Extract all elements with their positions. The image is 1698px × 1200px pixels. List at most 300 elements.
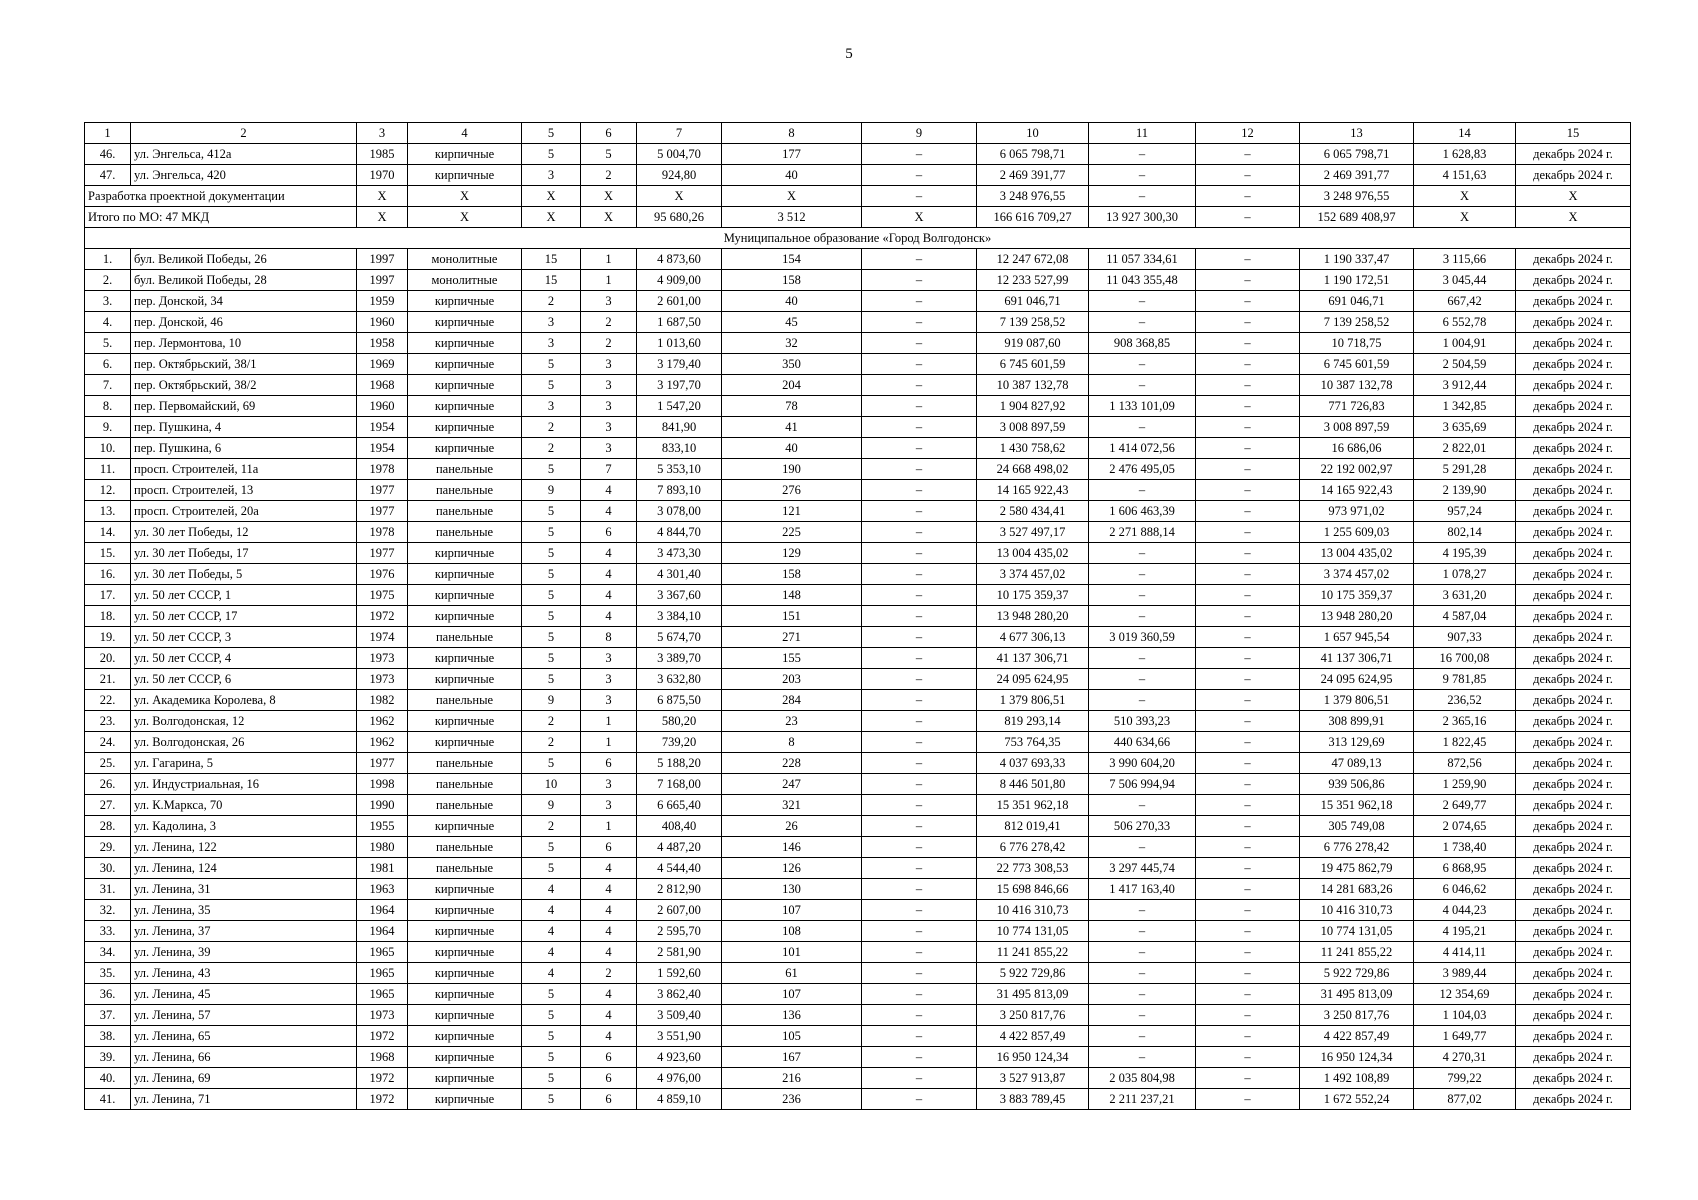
table-cell: 4 422 857,49 <box>977 1026 1089 1047</box>
table-cell: кирпичные <box>408 1068 522 1089</box>
table-cell: 13 927 300,30 <box>1089 207 1196 228</box>
address-cell: ул. Ленина, 124 <box>131 858 357 879</box>
table-row <box>85 1026 1631 1047</box>
table-cell: 17. <box>85 585 131 606</box>
table-cell: 4 <box>581 879 637 900</box>
table-cell: 2 074,65 <box>1414 816 1516 837</box>
table-cell: 4 195,21 <box>1414 921 1516 942</box>
table-cell: – <box>1196 900 1300 921</box>
table-cell: 6 745 601,59 <box>1300 354 1414 375</box>
table-cell: 2 607,00 <box>637 900 722 921</box>
table-cell: – <box>862 837 977 858</box>
table-cell: – <box>862 585 977 606</box>
summary-label: Итого по МО: 47 МКД <box>85 207 357 228</box>
table-cell: 3 008 897,59 <box>1300 417 1414 438</box>
table-cell: 1978 <box>357 522 408 543</box>
table-cell: – <box>1089 984 1196 1005</box>
table-cell: X <box>357 186 408 207</box>
table-cell: – <box>1196 522 1300 543</box>
table-cell: – <box>1196 354 1300 375</box>
table-cell: панельные <box>408 627 522 648</box>
table-cell: 11. <box>85 459 131 480</box>
table-cell: 2 <box>522 438 581 459</box>
column-number-row <box>85 123 1631 144</box>
table-cell: декабрь 2024 г. <box>1516 417 1631 438</box>
table-cell: – <box>862 648 977 669</box>
table-cell: 4 <box>522 921 581 942</box>
table-cell: 2 <box>581 165 637 186</box>
table-cell: 10 774 131,05 <box>1300 921 1414 942</box>
table-cell: 6 <box>581 522 637 543</box>
table-cell: 3 367,60 <box>637 585 722 606</box>
summary-row <box>85 207 1631 228</box>
table-cell: – <box>862 186 977 207</box>
table-cell: панельные <box>408 459 522 480</box>
table-cell: 3 <box>522 333 581 354</box>
table-cell: 2 365,16 <box>1414 711 1516 732</box>
table-row <box>85 543 1631 564</box>
table-cell: 3 008 897,59 <box>977 417 1089 438</box>
table-cell: 4 873,60 <box>637 249 722 270</box>
table-cell: 4 037 693,33 <box>977 753 1089 774</box>
table-cell: 14. <box>85 522 131 543</box>
table-cell: – <box>862 522 977 543</box>
table-cell: – <box>862 711 977 732</box>
table-cell: – <box>862 774 977 795</box>
table-cell: – <box>1196 711 1300 732</box>
table-cell: 4 <box>581 543 637 564</box>
table-cell: 5 <box>522 459 581 480</box>
table-cell: кирпичные <box>408 606 522 627</box>
table-cell: 5 <box>581 144 637 165</box>
column-number: 10 <box>977 123 1089 144</box>
table-cell: 4 <box>581 1005 637 1026</box>
table-cell: 1968 <box>357 1047 408 1068</box>
table-cell: X <box>1516 186 1631 207</box>
table-cell: 16 686,06 <box>1300 438 1414 459</box>
table-cell: панельные <box>408 480 522 501</box>
table-cell: 19 475 862,79 <box>1300 858 1414 879</box>
table-cell: – <box>862 270 977 291</box>
table-cell: декабрь 2024 г. <box>1516 459 1631 480</box>
table-row <box>85 858 1631 879</box>
table-cell: – <box>1196 837 1300 858</box>
table-cell: 12. <box>85 480 131 501</box>
table-row <box>85 837 1631 858</box>
table-cell: 204 <box>722 375 862 396</box>
table-cell: 13 004 435,02 <box>977 543 1089 564</box>
table-cell: 3 248 976,55 <box>977 186 1089 207</box>
table-cell: 877,02 <box>1414 1089 1516 1110</box>
table-cell: 8 446 501,80 <box>977 774 1089 795</box>
table-cell: – <box>862 921 977 942</box>
table-cell: X <box>408 186 522 207</box>
table-cell: 3 179,40 <box>637 354 722 375</box>
table-cell: X <box>522 186 581 207</box>
table-cell: 3 374 457,02 <box>977 564 1089 585</box>
table-cell: – <box>1196 291 1300 312</box>
table-cell: 1974 <box>357 627 408 648</box>
table-cell: 2 476 495,05 <box>1089 459 1196 480</box>
table-cell: 4 <box>522 963 581 984</box>
table-cell: кирпичные <box>408 648 522 669</box>
table-cell: 14 281 683,26 <box>1300 879 1414 900</box>
table-cell: 1985 <box>357 144 408 165</box>
table-cell: – <box>1089 1026 1196 1047</box>
table-cell: 1954 <box>357 438 408 459</box>
table-cell: 3. <box>85 291 131 312</box>
table-cell: 4 844,70 <box>637 522 722 543</box>
table-cell: – <box>1089 144 1196 165</box>
table-cell: 3 <box>581 648 637 669</box>
address-cell: бул. Великой Победы, 26 <box>131 249 357 270</box>
table-cell: 5 <box>522 984 581 1005</box>
table-cell: 4 044,23 <box>1414 900 1516 921</box>
table-cell: 3 384,10 <box>637 606 722 627</box>
table-cell: 957,24 <box>1414 501 1516 522</box>
table-cell: 10 774 131,05 <box>977 921 1089 942</box>
page-number: 5 <box>845 46 853 62</box>
table-cell: – <box>1196 207 1300 228</box>
table-cell: 2 812,90 <box>637 879 722 900</box>
table-cell: 4 <box>581 942 637 963</box>
table-row <box>85 165 1631 186</box>
table-cell: 1977 <box>357 753 408 774</box>
table-cell: 11 057 334,61 <box>1089 249 1196 270</box>
table-cell: 225 <box>722 522 862 543</box>
column-number: 6 <box>581 123 637 144</box>
table-cell: 34. <box>85 942 131 963</box>
address-cell: пер. Пушкина, 4 <box>131 417 357 438</box>
table-cell: 31 495 813,09 <box>1300 984 1414 1005</box>
table-cell: 5 <box>522 648 581 669</box>
table-cell: 3 <box>522 312 581 333</box>
table-cell: 1972 <box>357 1068 408 1089</box>
table-cell: 1982 <box>357 690 408 711</box>
table-row <box>85 144 1631 165</box>
table-cell: 27. <box>85 795 131 816</box>
table-cell: 1 904 827,92 <box>977 396 1089 417</box>
table-cell: 1997 <box>357 270 408 291</box>
housing-repair-table <box>84 122 1631 1110</box>
table-cell: – <box>1089 480 1196 501</box>
table-cell: – <box>1089 795 1196 816</box>
address-cell: пер. Первомайский, 69 <box>131 396 357 417</box>
table-cell: 1 <box>581 732 637 753</box>
table-cell: панельные <box>408 837 522 858</box>
table-cell: – <box>1089 585 1196 606</box>
table-cell: декабрь 2024 г. <box>1516 606 1631 627</box>
table-cell: 3 551,90 <box>637 1026 722 1047</box>
table-row <box>85 417 1631 438</box>
table-cell: 3 297 445,74 <box>1089 858 1196 879</box>
table-cell: – <box>1089 606 1196 627</box>
table-cell: кирпичные <box>408 1005 522 1026</box>
table-cell: 1960 <box>357 312 408 333</box>
table-cell: 3 883 789,45 <box>977 1089 1089 1110</box>
table-cell: – <box>862 459 977 480</box>
table-cell: кирпичные <box>408 417 522 438</box>
table-cell: 4 <box>581 585 637 606</box>
table-cell: 7 139 258,52 <box>1300 312 1414 333</box>
address-cell: ул. Волгодонская, 26 <box>131 732 357 753</box>
table-cell: 10 175 359,37 <box>1300 585 1414 606</box>
table-cell: декабрь 2024 г. <box>1516 585 1631 606</box>
table-cell: – <box>862 816 977 837</box>
table-cell: 15 <box>522 249 581 270</box>
table-cell: 5 353,10 <box>637 459 722 480</box>
table-cell: 1 547,20 <box>637 396 722 417</box>
table-cell: 41 137 306,71 <box>1300 648 1414 669</box>
table-cell: декабрь 2024 г. <box>1516 438 1631 459</box>
table-cell: 276 <box>722 480 862 501</box>
table-cell: 799,22 <box>1414 1068 1516 1089</box>
column-number: 5 <box>522 123 581 144</box>
table-cell: 3 <box>581 396 637 417</box>
table-cell: 41. <box>85 1089 131 1110</box>
table-cell: 1975 <box>357 585 408 606</box>
table-cell: 16 950 124,34 <box>1300 1047 1414 1068</box>
table-cell: 4 <box>581 501 637 522</box>
table-row <box>85 585 1631 606</box>
table-cell: – <box>1089 921 1196 942</box>
table-cell: 9. <box>85 417 131 438</box>
table-cell: – <box>862 417 977 438</box>
table-cell: 1990 <box>357 795 408 816</box>
table-cell: 872,56 <box>1414 753 1516 774</box>
table-cell: декабрь 2024 г. <box>1516 480 1631 501</box>
table-cell: 1980 <box>357 837 408 858</box>
table-cell: кирпичные <box>408 438 522 459</box>
table-cell: 39. <box>85 1047 131 1068</box>
table-cell: 5 188,20 <box>637 753 722 774</box>
table-cell: 1965 <box>357 963 408 984</box>
table-cell: 1 <box>581 270 637 291</box>
table-cell: 510 393,23 <box>1089 711 1196 732</box>
table-cell: 3 <box>581 291 637 312</box>
column-number: 14 <box>1414 123 1516 144</box>
table-cell: 5 922 729,86 <box>1300 963 1414 984</box>
column-number: 12 <box>1196 123 1300 144</box>
table-cell: 10 387 132,78 <box>1300 375 1414 396</box>
table-cell: 4 270,31 <box>1414 1047 1516 1068</box>
table-body <box>85 123 1631 1110</box>
address-cell: ул. Ленина, 69 <box>131 1068 357 1089</box>
table-cell: 321 <box>722 795 862 816</box>
table-cell: 667,42 <box>1414 291 1516 312</box>
table-cell: декабрь 2024 г. <box>1516 753 1631 774</box>
table-cell: 14 165 922,43 <box>1300 480 1414 501</box>
table-cell: 9 <box>522 480 581 501</box>
table-cell: – <box>1196 417 1300 438</box>
table-cell: 2 469 391,77 <box>977 165 1089 186</box>
table-cell: 1977 <box>357 480 408 501</box>
column-number: 8 <box>722 123 862 144</box>
address-cell: пер. Пушкина, 6 <box>131 438 357 459</box>
table-row <box>85 942 1631 963</box>
table-cell: – <box>1089 837 1196 858</box>
table-cell: 7 139 258,52 <box>977 312 1089 333</box>
table-cell: 3 045,44 <box>1414 270 1516 291</box>
table-row <box>85 921 1631 942</box>
table-cell: 1973 <box>357 1005 408 1026</box>
table-cell: – <box>862 165 977 186</box>
table-cell: 236,52 <box>1414 690 1516 711</box>
table-row <box>85 711 1631 732</box>
table-cell: – <box>1196 396 1300 417</box>
table-cell: – <box>862 900 977 921</box>
table-cell: 107 <box>722 900 862 921</box>
table-cell: – <box>862 438 977 459</box>
table-cell: 3 509,40 <box>637 1005 722 1026</box>
table-cell: кирпичные <box>408 354 522 375</box>
table-cell: кирпичные <box>408 1089 522 1110</box>
table-cell: декабрь 2024 г. <box>1516 879 1631 900</box>
table-cell: 22 773 308,53 <box>977 858 1089 879</box>
table-cell: 166 616 709,27 <box>977 207 1089 228</box>
table-cell: 15. <box>85 543 131 564</box>
table-cell: 10 175 359,37 <box>977 585 1089 606</box>
address-cell: ул. 50 лет СССР, 3 <box>131 627 357 648</box>
table-cell: 32 <box>722 333 862 354</box>
table-cell: 7. <box>85 375 131 396</box>
table-cell: 40 <box>722 291 862 312</box>
table-cell: декабрь 2024 г. <box>1516 312 1631 333</box>
table-cell: – <box>1089 543 1196 564</box>
table-cell: 7 893,10 <box>637 480 722 501</box>
table-cell: – <box>862 732 977 753</box>
table-cell: 22 192 002,97 <box>1300 459 1414 480</box>
table-cell: – <box>1196 270 1300 291</box>
address-cell: ул. Ленина, 37 <box>131 921 357 942</box>
table-cell: 2 504,59 <box>1414 354 1516 375</box>
table-cell: 5 <box>522 837 581 858</box>
table-cell: 4 <box>581 1026 637 1047</box>
table-cell: монолитные <box>408 270 522 291</box>
table-cell: 5 004,70 <box>637 144 722 165</box>
table-cell: декабрь 2024 г. <box>1516 648 1631 669</box>
table-cell: панельные <box>408 858 522 879</box>
table-cell: 12 233 527,99 <box>977 270 1089 291</box>
table-cell: 2 139,90 <box>1414 480 1516 501</box>
table-cell: панельные <box>408 753 522 774</box>
table-cell: – <box>862 354 977 375</box>
table-cell: 32. <box>85 900 131 921</box>
table-cell: 6 776 278,42 <box>977 837 1089 858</box>
table-cell: 739,20 <box>637 732 722 753</box>
table-cell: кирпичные <box>408 921 522 942</box>
address-cell: бул. Великой Победы, 28 <box>131 270 357 291</box>
table-cell: 25. <box>85 753 131 774</box>
table-cell: 4. <box>85 312 131 333</box>
table-cell: 1965 <box>357 984 408 1005</box>
section-title: Муниципальное образование «Город Волгодонск» <box>85 228 1631 249</box>
table-cell: – <box>1089 963 1196 984</box>
table-cell: 5 <box>522 627 581 648</box>
table-cell: 1 417 163,40 <box>1089 879 1196 900</box>
table-cell: 13. <box>85 501 131 522</box>
table-cell: 350 <box>722 354 862 375</box>
table-row <box>85 1089 1631 1110</box>
table-cell: – <box>1196 438 1300 459</box>
table-cell: 1 004,91 <box>1414 333 1516 354</box>
table-cell: – <box>1196 1026 1300 1047</box>
table-row <box>85 1068 1631 1089</box>
address-cell: ул. Гагарина, 5 <box>131 753 357 774</box>
table-cell: – <box>1196 774 1300 795</box>
table-cell: декабрь 2024 г. <box>1516 669 1631 690</box>
table-cell: – <box>862 963 977 984</box>
table-cell: 33. <box>85 921 131 942</box>
table-cell: 5 <box>522 543 581 564</box>
table-cell: 1 738,40 <box>1414 837 1516 858</box>
table-cell: 1 430 758,62 <box>977 438 1089 459</box>
table-cell: 5 <box>522 1068 581 1089</box>
table-row <box>85 816 1631 837</box>
table-cell: 1 190 172,51 <box>1300 270 1414 291</box>
table-cell: 4 677 306,13 <box>977 627 1089 648</box>
table-cell: декабрь 2024 г. <box>1516 396 1631 417</box>
table-cell: – <box>862 312 977 333</box>
table-cell: – <box>1089 564 1196 585</box>
table-cell: 1 379 806,51 <box>977 690 1089 711</box>
table-cell: 5 <box>522 1089 581 1110</box>
table-cell: 22. <box>85 690 131 711</box>
table-cell: декабрь 2024 г. <box>1516 837 1631 858</box>
table-row <box>85 690 1631 711</box>
table-cell: панельные <box>408 522 522 543</box>
table-cell: – <box>1089 900 1196 921</box>
table-cell: – <box>1196 249 1300 270</box>
table-cell: 5 <box>522 501 581 522</box>
table-cell: 3 <box>581 417 637 438</box>
column-number: 11 <box>1089 123 1196 144</box>
table-cell: – <box>862 375 977 396</box>
table-cell: 6 065 798,71 <box>1300 144 1414 165</box>
table-cell: – <box>1196 480 1300 501</box>
table-cell: – <box>1196 648 1300 669</box>
table-row <box>85 312 1631 333</box>
table-row <box>85 249 1631 270</box>
table-cell: 4 301,40 <box>637 564 722 585</box>
table-cell: декабрь 2024 г. <box>1516 1089 1631 1110</box>
table-cell: декабрь 2024 г. <box>1516 921 1631 942</box>
table-cell: 40 <box>722 165 862 186</box>
table-cell: 3 <box>581 375 637 396</box>
address-cell: ул. Ленина, 71 <box>131 1089 357 1110</box>
table-cell: 3 473,30 <box>637 543 722 564</box>
table-cell: X <box>1414 207 1516 228</box>
table-cell: 1 <box>581 711 637 732</box>
table-cell: кирпичные <box>408 1047 522 1068</box>
table-cell: 4 <box>581 480 637 501</box>
table-cell: 13 948 280,20 <box>977 606 1089 627</box>
address-cell: ул. Энгельса, 412а <box>131 144 357 165</box>
table-cell: 1978 <box>357 459 408 480</box>
table-cell: 308 899,91 <box>1300 711 1414 732</box>
table-row <box>85 732 1631 753</box>
table-cell: 35. <box>85 963 131 984</box>
table-cell: 691 046,71 <box>977 291 1089 312</box>
table-cell: 10 416 310,73 <box>1300 900 1414 921</box>
table-cell: 6 <box>581 1047 637 1068</box>
table-cell: 4 859,10 <box>637 1089 722 1110</box>
table-cell: 3 635,69 <box>1414 417 1516 438</box>
address-cell: ул. 30 лет Победы, 17 <box>131 543 357 564</box>
table-row <box>85 270 1631 291</box>
column-number: 15 <box>1516 123 1631 144</box>
table-cell: – <box>1196 627 1300 648</box>
